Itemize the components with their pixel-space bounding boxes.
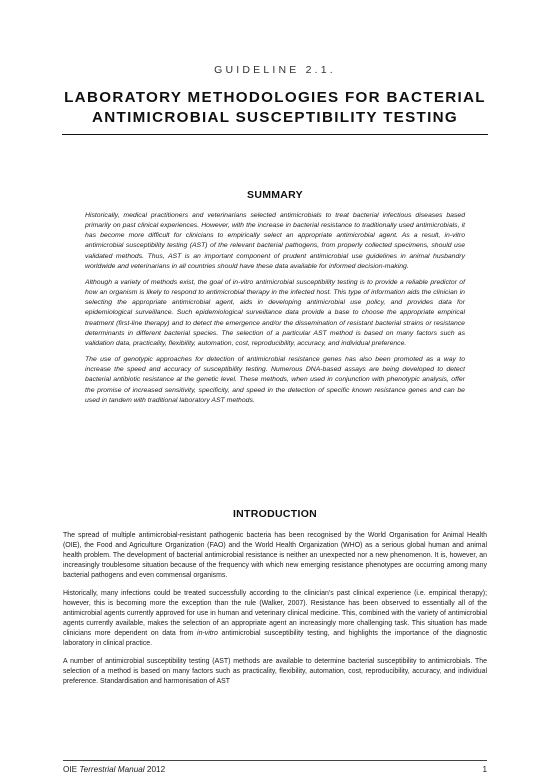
introduction-italic-term: in-vitro <box>197 629 218 637</box>
document-title: LABORATORY METHODOLOGIES FOR BACTERIAL ANTIMICROBIAL SUSCEPTIBILITY TESTING <box>64 89 486 126</box>
summary-paragraph: Historically, medical practitioners and veterinarians selected antimicrobials to treat bacterial infectious diseases based primarily on past clinical experiences. However, with the increase in bacterial resistance to traditionally used antimicrobials, it has become more difficult for clinicians to empirically select an appropriate antimicrobial agent. As a result, in-vitro antimicrobial susceptibility testing (AST) of the relevant bacterial pathogens, from properly collected specimens, should use validated methods. Thus, AST is an important component of prudent antimicrobial use guidelines in animal husbandry worldwide and veterinarians in all countries should have these data available for informed decision-making. <box>85 212 465 270</box>
introduction-paragraph <box>63 589 487 648</box>
title-divider <box>62 134 488 135</box>
footer-publisher: OIE <box>63 765 78 774</box>
page-number: 1 <box>482 765 487 774</box>
introduction-paragraph: A number of antimicrobial susceptibility testing (AST) methods are available to determine bacterial susceptibility to antimicrobials. The selection of a method is based on many factors such as practicality, flexibility, automation, cost, reproducibility, accuracy, and individual preference. Standardisation and harmonisation of AST <box>63 657 487 685</box>
footer-source <box>63 765 165 774</box>
introduction-heading: INTRODUCTION <box>232 508 318 520</box>
introduction-section <box>63 531 487 695</box>
footer-divider <box>63 760 487 761</box>
introduction-paragraph: The spread of multiple antimicrobial-resistant pathogenic bacteria has been recognised by the World Organisation for Animal Health (OIE), the Food and Agriculture Organization (FAO) and the World Health Organization (WHO) as a serious global human and animal health problem. The development of bacterial antimicrobial resistance is neither an unexpected nor a new phenomenon. It is, however, an increasingly troublesome situation because of the frequency with which new emerging resistance phenotypes are occurring among many bacterial pathogens and even commensal organisms. <box>63 532 487 579</box>
introduction-text: antimicrobial susceptibility testing, and highlights the importance of the diagnostic laboratory in clinical practice. <box>63 629 487 647</box>
summary-heading: SUMMARY <box>247 189 303 201</box>
guideline-number: GUIDELINE 2.1. <box>214 64 336 76</box>
introduction-text: Historically, many infections could be treated successfully according to the clinician’s past clinical experience (i.e. empirical therapy); however, this is becoming more the exception than the rule (Walker, 2007). Resistance has been observed to essentially all of the antimicrobial agents currently approved for use in human and veterinary clinical medicine. This, combined with the variety of antimicrobial agents currently available, makes the selection of an appropriate agent an increasingly more challenging task. This situation has made clinicians more dependent on data from <box>63 590 487 637</box>
footer-manual-title: Terrestrial Manual <box>79 765 145 774</box>
footer-year: 2012 <box>146 765 166 774</box>
summary-paragraph: Although a variety of methods exist, the goal of in-vitro antimicrobial susceptibility testing is to provide a reliable predictor of how an organism is likely to respond to antimicrobial therapy in the infected host. This type of information aids the clinician in selecting the appropriate antimicrobial agent, aids in developing antimicrobial use policy, and provides data for epidemiological surveillance. Such epidemiological surveillance data provide a base to choose the appropriate empirical treatment (first-line therapy) and to detect the emergence and/or the dissemination of resistant bacterial strains or resistance determinants in different bacterial species. The selection of a particular AST method is based on many factors such as validation data, practicality, flexibility, automation, cost, reproducibility, accuracy, and individual preference. <box>85 278 465 347</box>
summary-paragraph: The use of genotypic approaches for detection of antimicrobial resistance genes has also been promoted as a way to increase the speed and accuracy of susceptibility testing. Numerous DNA-based assays are being developed to detect bacterial antibiotic resistance at the genetic level. These methods, when used in conjunction with phenotypic analysis, offer the promise of increased sensitivity, specificity, and speed in the detection of specific known resistance genes and can be used in tandem with traditional laboratory AST methods. <box>85 356 465 404</box>
summary-section <box>85 211 465 412</box>
